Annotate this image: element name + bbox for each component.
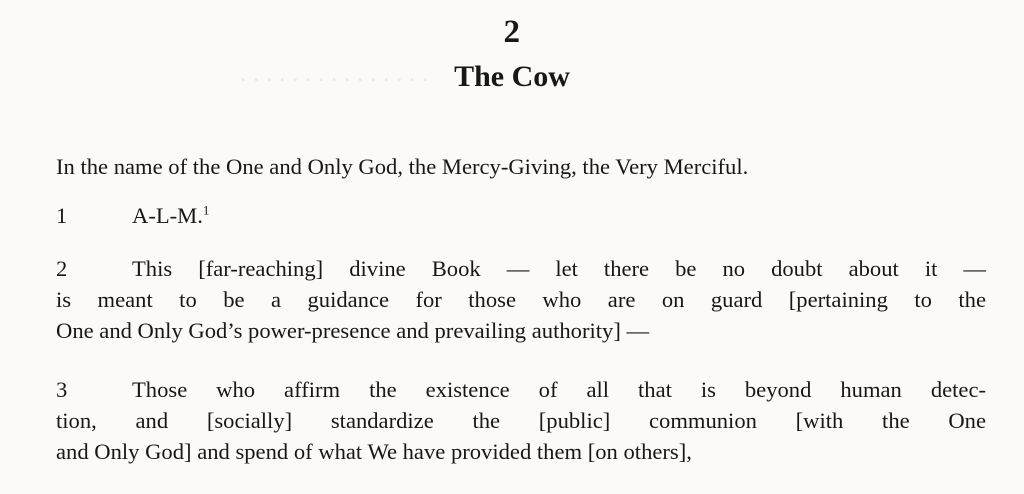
verse-2 [56,253,986,346]
verse-number: 3 [56,377,68,402]
verse-line-text: Those who affirm the existence of all that is beyond human detec- [132,377,986,402]
verse-line [56,374,986,405]
bleed-through-texture: . . . . . . . . . . . . . . . [240,58,429,87]
verse-number: 2 [56,256,68,281]
verse-number: 1 [56,203,68,228]
verse-line: and Only God] and spend of what We have provided them [on others], [56,439,692,464]
verse-text: A-L-M. [132,203,203,228]
verse-line [56,253,986,284]
chapter-title: The Cow [454,60,570,93]
verse-1 [56,200,986,231]
verse-line: tion, and [socially] standardize the [public] communion [with the One [56,408,986,433]
footnote-marker: 1 [202,202,210,218]
invocation-line: In the name of the One and Only God, the Mercy-Giving, the Very Merciful. [56,154,749,179]
verse-line: One and Only God’s power-presence and prevailing authority] — [56,318,650,343]
verse-line-text: This [far-reaching] divine Book — let there be no doubt about it — [132,256,986,281]
chapter-number: 2 [503,14,521,50]
verse-3 [56,374,986,467]
verse-line: is meant to be a guidance for those who are on guard [pertaining to the [56,287,986,312]
